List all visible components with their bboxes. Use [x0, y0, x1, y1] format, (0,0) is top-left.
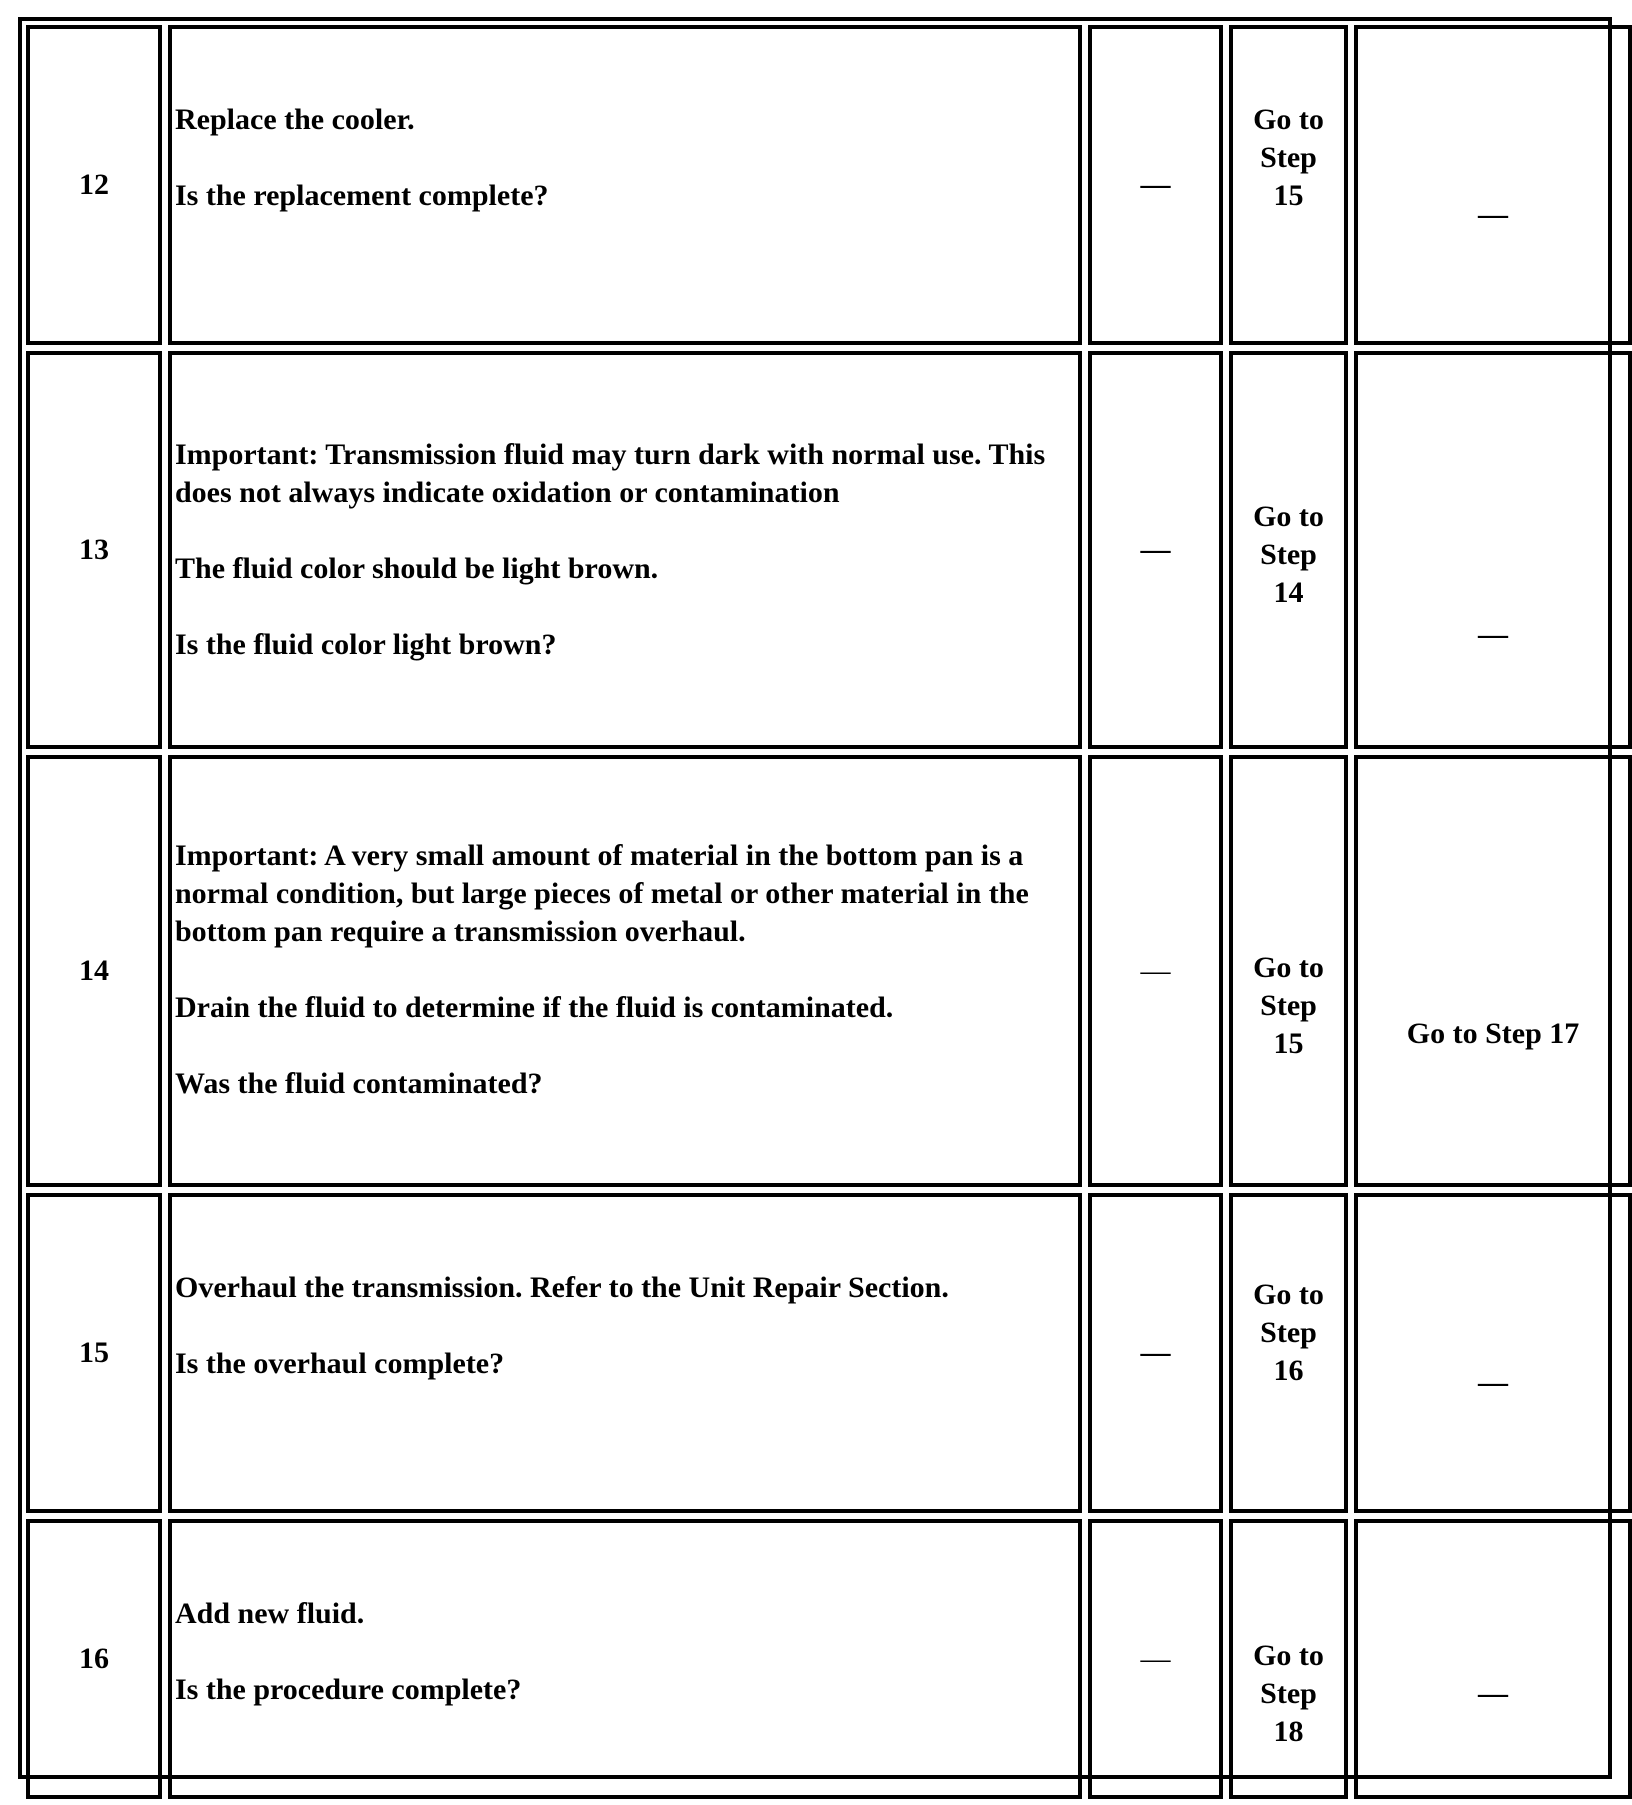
step-number: 15: [79, 1336, 109, 1369]
yes-step-text: Step: [1260, 989, 1317, 1022]
step-number: 12: [79, 168, 109, 201]
no-text: Go to Step 17: [1406, 1016, 1580, 1050]
step-number-cell: [26, 351, 162, 749]
action-instruction: Add new fluid.: [175, 1596, 365, 1630]
yes-cell: [1229, 351, 1348, 749]
action-question: Was the fluid contaminated?: [175, 1067, 543, 1100]
value-cell: [1088, 351, 1223, 749]
yes-step-number: 18: [1273, 1715, 1304, 1748]
action-instruction: Overhaul the transmission. Refer to the Unit Repair Section.: [175, 1270, 949, 1304]
value-text: —: [1140, 533, 1171, 566]
step-number-cell: [26, 1193, 162, 1513]
value-text: —: [1140, 1336, 1171, 1369]
yes-go-to-text: Go to: [1253, 1278, 1324, 1311]
value-text: —: [1140, 954, 1171, 987]
yes-step-number: 15: [1273, 178, 1304, 212]
no-cell: [1354, 25, 1632, 345]
value-cell: [1088, 25, 1223, 345]
value-cell: [1088, 755, 1223, 1187]
yes-cell: [1229, 25, 1348, 345]
yes-go-to-text: Go to: [1253, 500, 1324, 533]
diagnostic-steps-table: [20, 19, 1632, 1805]
yes-cell: [1229, 755, 1348, 1187]
yes-go-to-text: Go to: [1253, 102, 1324, 136]
action-question: Is the replacement complete?: [175, 178, 549, 212]
yes-go-to-text: Go to: [1253, 1639, 1324, 1672]
step-number: 16: [79, 1642, 109, 1675]
no-cell: [1354, 755, 1632, 1187]
no-cell: [1354, 351, 1632, 749]
no-text: —: [1478, 618, 1508, 651]
step-number-cell: [26, 1519, 162, 1799]
action-cell: [168, 351, 1082, 749]
step-number-cell: [26, 755, 162, 1187]
action-question: Is the procedure complete?: [175, 1672, 522, 1706]
yes-cell: [1229, 1193, 1348, 1513]
table-row: [26, 25, 1632, 345]
table-row: [26, 1519, 1632, 1799]
yes-step-number: 15: [1273, 1027, 1304, 1060]
yes-step-number: 14: [1273, 576, 1304, 609]
action-cell: [168, 755, 1082, 1187]
yes-step-text: Step: [1260, 1677, 1317, 1710]
yes-cell: [1229, 1519, 1348, 1799]
value-cell: [1088, 1193, 1223, 1513]
action-instruction: Replace the cooler.: [175, 102, 415, 136]
value-text: —: [1140, 168, 1171, 201]
action-instruction: Drain the fluid to determine if the fluid is contaminated.: [175, 991, 894, 1024]
yes-go-to-text: Go to: [1253, 951, 1324, 984]
step-number: 14: [79, 954, 109, 987]
yes-step-text: Step: [1260, 1316, 1317, 1349]
diagnostic-table-frame: [18, 17, 1612, 1779]
value-cell: [1088, 1519, 1223, 1799]
step-number-cell: [26, 25, 162, 345]
no-text: —: [1478, 1366, 1508, 1399]
table-row: [26, 1193, 1632, 1513]
action-important-note: Important: Transmission fluid may turn dark with normal use. This does not always indicate oxidation or contamination: [175, 438, 1046, 509]
step-number: 13: [79, 533, 109, 566]
no-text: —: [1478, 1677, 1508, 1710]
action-cell: [168, 25, 1082, 345]
action-question: Is the overhaul complete?: [175, 1346, 505, 1380]
table-row: [26, 755, 1632, 1187]
yes-step-text: Step: [1260, 538, 1317, 571]
no-cell: [1354, 1519, 1632, 1799]
action-cell: [168, 1519, 1082, 1799]
action-question: Is the fluid color light brown?: [175, 628, 557, 661]
action-cell: [168, 1193, 1082, 1513]
yes-step-text: Step: [1260, 140, 1317, 174]
table-row: [26, 351, 1632, 749]
action-instruction: The fluid color should be light brown.: [175, 552, 659, 585]
yes-step-number: 16: [1273, 1354, 1304, 1387]
action-important-note: Important: A very small amount of material in the bottom pan is a normal condition, but large pieces of metal or other material in the bottom pan require a transmission overhaul.: [175, 839, 1029, 948]
value-text: —: [1140, 1642, 1171, 1675]
no-text: —: [1478, 198, 1508, 231]
no-cell: [1354, 1193, 1632, 1513]
